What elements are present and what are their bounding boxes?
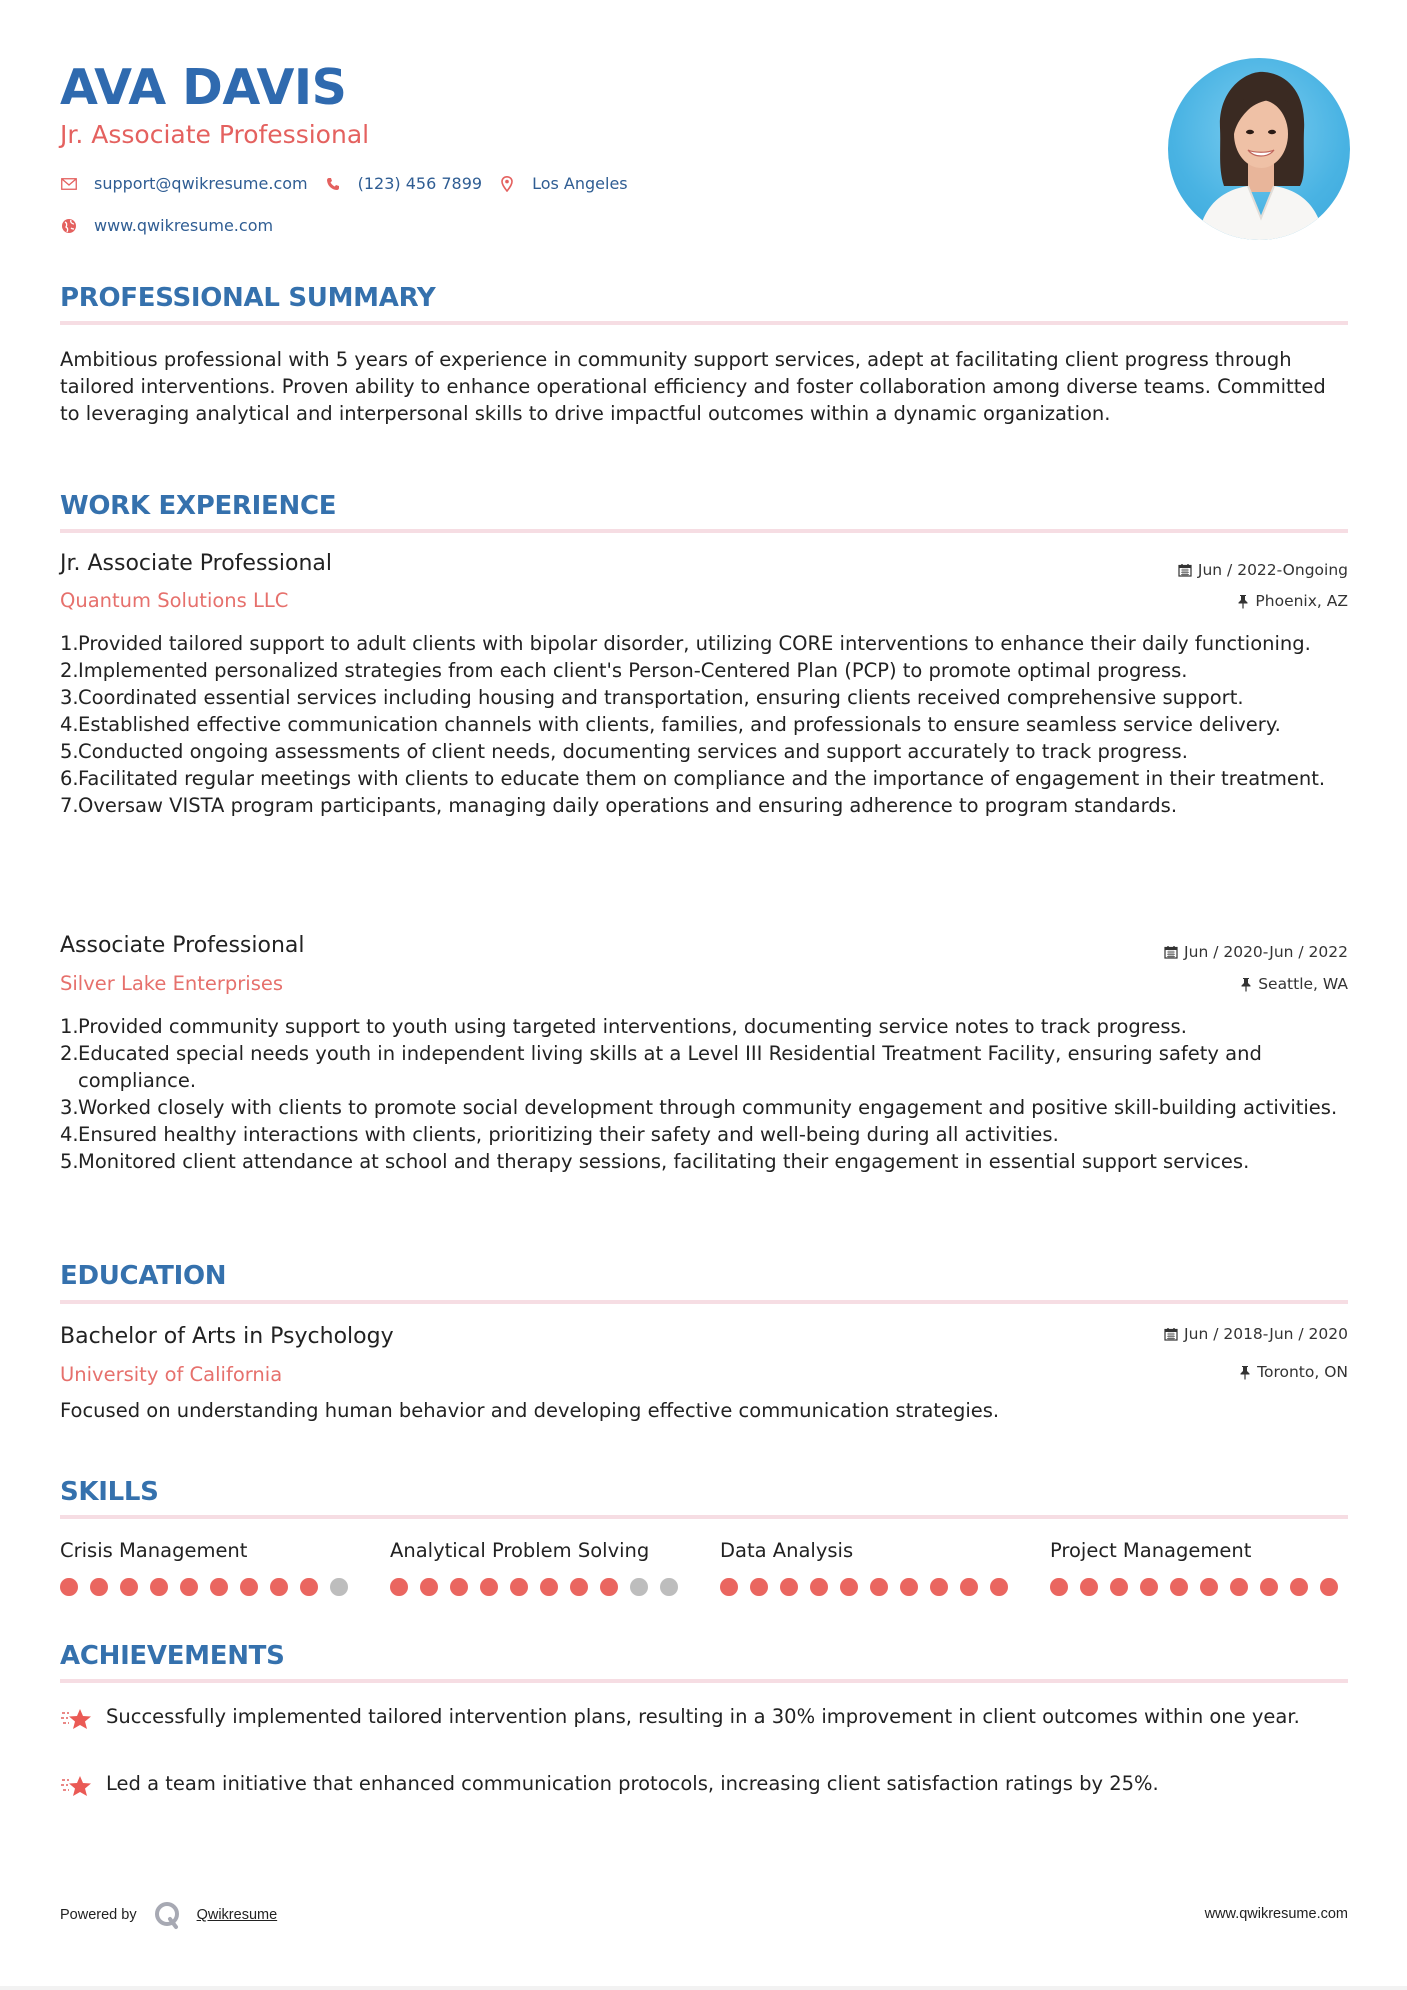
education-divider — [60, 1300, 1348, 1304]
skill-name: Data Analysis — [720, 1539, 854, 1562]
skills-divider — [60, 1515, 1348, 1519]
experience-divider — [60, 529, 1348, 533]
contact-email[interactable] — [60, 173, 308, 195]
job-title: Associate Professional — [60, 933, 305, 958]
skill-rating — [1050, 1578, 1350, 1596]
skill-rating — [720, 1578, 1020, 1596]
calendar-icon — [1164, 945, 1178, 959]
rating-dot-filled — [870, 1578, 888, 1596]
bullet-item: 2. Educated special needs youth in independent living skills at a Level III Residential Treatment Facility, ensuring safety and compliance. — [60, 1042, 1262, 1092]
education-dates — [1164, 1323, 1348, 1345]
education-location — [1239, 1361, 1348, 1383]
achievement-text: Led a team initiative that enhanced communication protocols, increasing client satisfaction ratings by 25%. — [106, 1772, 1159, 1795]
dates-text: Jun / 2022-Ongoing — [1197, 561, 1348, 579]
location-text: Toronto, ON — [1257, 1363, 1348, 1381]
achievement-item — [60, 1770, 1348, 1805]
education-heading: EDUCATION — [60, 1261, 227, 1291]
calendar-icon — [1178, 563, 1192, 577]
skill-name: Project Management — [1050, 1539, 1252, 1562]
powered-by-label: Powered by — [60, 1907, 137, 1923]
rating-dot-filled — [1110, 1578, 1128, 1596]
rating-dot-filled — [960, 1578, 978, 1596]
email-text: support@qwikresume.com — [94, 174, 308, 193]
achievement-item — [60, 1703, 1348, 1738]
summary-divider — [60, 321, 1348, 325]
profile-photo — [1168, 58, 1350, 240]
rating-dot-filled — [1260, 1578, 1278, 1596]
rating-dot-filled — [840, 1578, 858, 1596]
qwikresume-link[interactable]: Qwikresume — [196, 1907, 278, 1923]
shooting-star-icon — [60, 1703, 106, 1738]
portrait-illustration — [1168, 58, 1350, 240]
job-bullets — [60, 630, 1348, 819]
job-location — [1237, 590, 1348, 612]
skill-item — [60, 1538, 360, 1596]
company-name: Silver Lake Enterprises — [60, 972, 284, 995]
envelope-icon — [60, 175, 78, 193]
qwikresume-logo-icon — [153, 1900, 183, 1930]
candidate-title: Jr. Associate Professional — [60, 120, 370, 149]
bullet-item: 5. Monitored client attendance at school and therapy sessions, facilitating their engagement in essential support services. — [60, 1150, 1250, 1173]
rating-dot-empty — [660, 1578, 678, 1596]
location-text: Los Angeles — [532, 174, 628, 193]
job-dates — [1164, 941, 1348, 963]
skill-item — [1050, 1538, 1350, 1596]
experience-heading: WORK EXPERIENCE — [60, 491, 337, 521]
pushpin-icon — [1237, 594, 1249, 609]
globe-icon — [60, 217, 78, 235]
rating-dot-filled — [180, 1578, 198, 1596]
bullet-item: 5. Conducted ongoing assessments of client needs, documenting services and support accurately to track progress. — [60, 740, 1188, 763]
achievements-divider — [60, 1679, 1348, 1683]
rating-dot-filled — [990, 1578, 1008, 1596]
phone-text: (123) 456 7899 — [357, 174, 483, 193]
bullet-item: 1. Provided community support to youth using targeted interventions, documenting service notes to track progress. — [60, 1015, 1187, 1038]
rating-dot-filled — [150, 1578, 168, 1596]
rating-dot-filled — [60, 1578, 78, 1596]
shooting-star-icon — [60, 1770, 106, 1805]
job-dates — [1178, 559, 1348, 581]
contact-row — [60, 173, 644, 195]
rating-dot-filled — [1050, 1578, 1068, 1596]
page-bottom-edge — [0, 1986, 1407, 1990]
location-text: Seattle, WA — [1258, 975, 1348, 993]
achievements-heading: ACHIEVEMENTS — [60, 1641, 285, 1671]
rating-dot-filled — [240, 1578, 258, 1596]
rating-dot-filled — [570, 1578, 588, 1596]
rating-dot-filled — [930, 1578, 948, 1596]
rating-dot-filled — [1290, 1578, 1308, 1596]
rating-dot-filled — [450, 1578, 468, 1596]
rating-dot-filled — [480, 1578, 498, 1596]
bullet-item: 4. Ensured healthy interactions with clients, prioritizing their safety and well-being during all activities. — [60, 1123, 1059, 1146]
pushpin-icon — [1240, 977, 1252, 992]
bullet-item: 2. Implemented personalized strategies from each client's Person-Centered Plan (PCP) to promote optimal progress. — [60, 659, 1188, 682]
calendar-icon — [1164, 1327, 1178, 1341]
map-pin-icon — [498, 175, 516, 193]
rating-dot-filled — [390, 1578, 408, 1596]
summary-heading: PROFESSIONAL SUMMARY — [60, 283, 436, 313]
bullet-item: 6. Facilitated regular meetings with clients to educate them on compliance and the importance of engagement in their treatment. — [60, 767, 1326, 790]
rating-dot-filled — [900, 1578, 918, 1596]
phone-icon — [324, 175, 342, 193]
dates-text: Jun / 2018-Jun / 2020 — [1184, 1325, 1348, 1343]
skill-name: Analytical Problem Solving — [390, 1539, 650, 1562]
bullet-item: 4. Established effective communication channels with clients, families, and professionals to ensure seamless service delivery. — [60, 713, 1281, 736]
pushpin-icon — [1239, 1365, 1251, 1380]
rating-dot-filled — [1320, 1578, 1338, 1596]
rating-dot-filled — [1200, 1578, 1218, 1596]
job-bullets — [60, 1013, 1348, 1175]
bullet-item: 1. Provided tailored support to adult clients with bipolar disorder, utilizing CORE interventions to enhance their daily functioning. — [60, 632, 1311, 655]
rating-dot-filled — [420, 1578, 438, 1596]
job-location — [1240, 973, 1348, 995]
contact-location — [498, 173, 628, 195]
location-text: Phoenix, AZ — [1255, 592, 1348, 610]
skill-item — [390, 1538, 690, 1596]
rating-dot-filled — [540, 1578, 558, 1596]
company-name: Quantum Solutions LLC — [60, 589, 289, 612]
bullet-item: 7. Oversaw VISTA program participants, managing daily operations and ensuring adherence to program standards. — [60, 794, 1178, 817]
skills-heading: SKILLS — [60, 1477, 159, 1507]
rating-dot-filled — [300, 1578, 318, 1596]
rating-dot-filled — [120, 1578, 138, 1596]
rating-dot-empty — [630, 1578, 648, 1596]
rating-dot-filled — [210, 1578, 228, 1596]
dates-text: Jun / 2020-Jun / 2022 — [1184, 943, 1348, 961]
footer-powered-by — [60, 1900, 277, 1930]
rating-dot-filled — [810, 1578, 828, 1596]
rating-dot-filled — [600, 1578, 618, 1596]
candidate-name: AVA DAVIS — [60, 59, 347, 116]
rating-dot-empty — [330, 1578, 348, 1596]
rating-dot-filled — [90, 1578, 108, 1596]
skill-rating — [60, 1578, 360, 1596]
bullet-item: 3. Coordinated essential services including housing and transportation, ensuring clients received comprehensive support. — [60, 686, 1244, 709]
degree-title: Bachelor of Arts in Psychology — [60, 1324, 394, 1349]
achievement-text: Successfully implemented tailored intervention plans, resulting in a 30% improvement in client outcomes within one year. — [106, 1705, 1300, 1728]
rating-dot-filled — [1080, 1578, 1098, 1596]
summary-text: Ambitious professional with 5 years of experience in community support services, adept at facilitating client progress through tailored interventions. Proven ability to enhance operational efficiency and foster collaboration among diverse teams. Committed to leveraging analytical and interpersonal skills to drive impactful outcomes within a dynamic organization. — [60, 348, 1326, 425]
skill-item — [720, 1538, 1020, 1596]
rating-dot-filled — [780, 1578, 798, 1596]
rating-dot-filled — [510, 1578, 528, 1596]
contact-row-2 — [60, 215, 289, 237]
rating-dot-filled — [1170, 1578, 1188, 1596]
education-description: Focused on understanding human behavior and developing effective communication strategies. — [60, 1399, 1000, 1422]
contact-phone[interactable] — [324, 173, 482, 195]
rating-dot-filled — [1140, 1578, 1158, 1596]
school-name: University of California — [60, 1363, 283, 1386]
rating-dot-filled — [1230, 1578, 1248, 1596]
rating-dot-filled — [270, 1578, 288, 1596]
website-text: www.qwikresume.com — [94, 216, 274, 235]
footer-url[interactable]: www.qwikresume.com — [1204, 1906, 1348, 1922]
job-title: Jr. Associate Professional — [60, 551, 332, 576]
bullet-item: 3. Worked closely with clients to promote social development through community engagement and positive skill-building activities. — [60, 1096, 1338, 1119]
rating-dot-filled — [750, 1578, 768, 1596]
contact-website[interactable] — [60, 215, 273, 237]
skill-rating — [390, 1578, 690, 1596]
skill-name: Crisis Management — [60, 1539, 248, 1562]
rating-dot-filled — [720, 1578, 738, 1596]
